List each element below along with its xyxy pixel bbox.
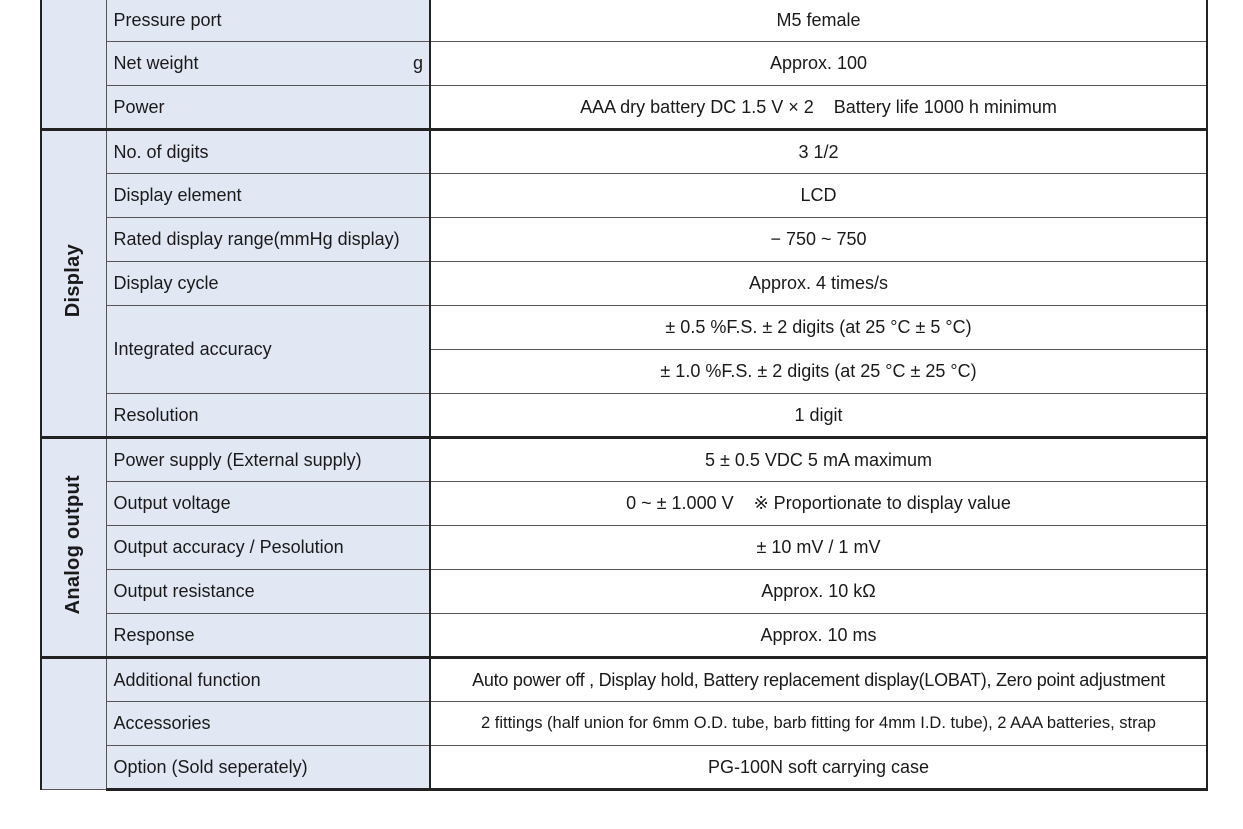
spec-label: Power (113, 96, 165, 117)
spec-label-cell (106, 306, 430, 394)
spec-value: 5 ± 0.5 VDC 5 mA maximum (430, 438, 1207, 482)
spec-label-cell (106, 262, 430, 306)
spec-label: Rated display range(mmHg display) (113, 229, 400, 249)
spec-label: Pressure port (113, 9, 222, 30)
spec-value: AAA dry battery DC 1.5 V × 2 Battery life 1000 h minimum (430, 86, 1207, 130)
spec-label-cell (106, 482, 430, 526)
spec-label-cell (106, 130, 430, 174)
spec-value: 2 fittings (half union for 6mm O.D. tube, barb fitting for 4mm I.D. tube), 2 AAA batteries, strap (430, 702, 1207, 746)
spec-label-cell (106, 614, 430, 658)
spec-value: PG-100N soft carrying case (430, 746, 1207, 790)
table-row (41, 0, 1207, 42)
category-cell (41, 0, 106, 130)
spec-label-cell (106, 702, 430, 746)
spec-label-cell (106, 42, 430, 86)
table-row (41, 658, 1207, 702)
spec-label: Display element (113, 185, 242, 205)
table-row (41, 746, 1207, 790)
table-row (41, 218, 1207, 262)
spec-label: Option (Sold seperately) (113, 756, 308, 777)
spec-value: Approx. 4 times/s (430, 262, 1207, 306)
spec-label-cell (106, 394, 430, 438)
spec-label-cell (106, 746, 430, 790)
spec-value: LCD (430, 174, 1207, 218)
spec-label: Output voltage (113, 493, 231, 513)
spec-label: Power supply (External supply) (113, 449, 362, 470)
table-row (41, 394, 1207, 438)
spec-label-cell (106, 526, 430, 570)
table-row (41, 438, 1207, 482)
spec-label-cell (106, 570, 430, 614)
spec-label-cell (106, 438, 430, 482)
table-row (41, 130, 1207, 174)
spec-label: Additional function (113, 669, 261, 690)
table-row (41, 614, 1207, 658)
spec-value: Approx. 10 kΩ (430, 570, 1207, 614)
spec-label: Response (113, 624, 195, 645)
spec-label: Output accuracy / Pesolution (113, 537, 344, 557)
spec-table (40, 0, 1208, 791)
spec-label-cell (106, 174, 430, 218)
spec-value: Approx. 10 ms (430, 614, 1207, 658)
spec-label: No. of digits (113, 141, 209, 162)
spec-label: Resolution (113, 404, 199, 425)
table-row (41, 702, 1207, 746)
spec-label-cell (106, 0, 430, 42)
spec-label-cell (106, 658, 430, 702)
spec-value: ± 1.0 %F.S. ± 2 digits (at 25 °C ± 25 °C) (430, 350, 1207, 394)
spec-value: Auto power off , Display hold, Battery replacement display(LOBAT), Zero point adjustment (430, 658, 1207, 702)
table-row (41, 86, 1207, 130)
category-label: Display (62, 244, 85, 318)
spec-value: ± 10 mV / 1 mV (430, 526, 1207, 570)
spec-label: Output resistance (113, 581, 255, 601)
table-row (41, 262, 1207, 306)
spec-table-body (41, 0, 1207, 790)
category-label: Analog output (62, 475, 85, 615)
table-row (41, 306, 1207, 350)
spec-value: M5 female (430, 0, 1207, 42)
spec-value: 1 digit (430, 394, 1207, 438)
table-row (41, 482, 1207, 526)
spec-label-cell (106, 86, 430, 130)
category-cell (41, 438, 106, 658)
spec-label: Accessories (113, 713, 211, 733)
spec-label: Net weight (113, 53, 199, 73)
spec-unit: g (412, 53, 423, 73)
spec-value: 3 1/2 (430, 130, 1207, 174)
spec-value: Approx. 100 (430, 42, 1207, 86)
spec-label: Display cycle (113, 273, 219, 293)
spec-value: ± 0.5 %F.S. ± 2 digits (at 25 °C ± 5 °C) (430, 306, 1207, 350)
category-cell (41, 658, 106, 790)
table-row (41, 42, 1207, 86)
table-row (41, 174, 1207, 218)
table-row (41, 526, 1207, 570)
spec-value: 0 ~ ± 1.000 V ※ Proportionate to display value (430, 482, 1207, 526)
category-cell (41, 130, 106, 438)
spec-label: Integrated accuracy (113, 339, 272, 359)
spec-label-cell (106, 218, 430, 262)
table-row (41, 570, 1207, 614)
spec-value: − 750 ~ 750 (430, 218, 1207, 262)
